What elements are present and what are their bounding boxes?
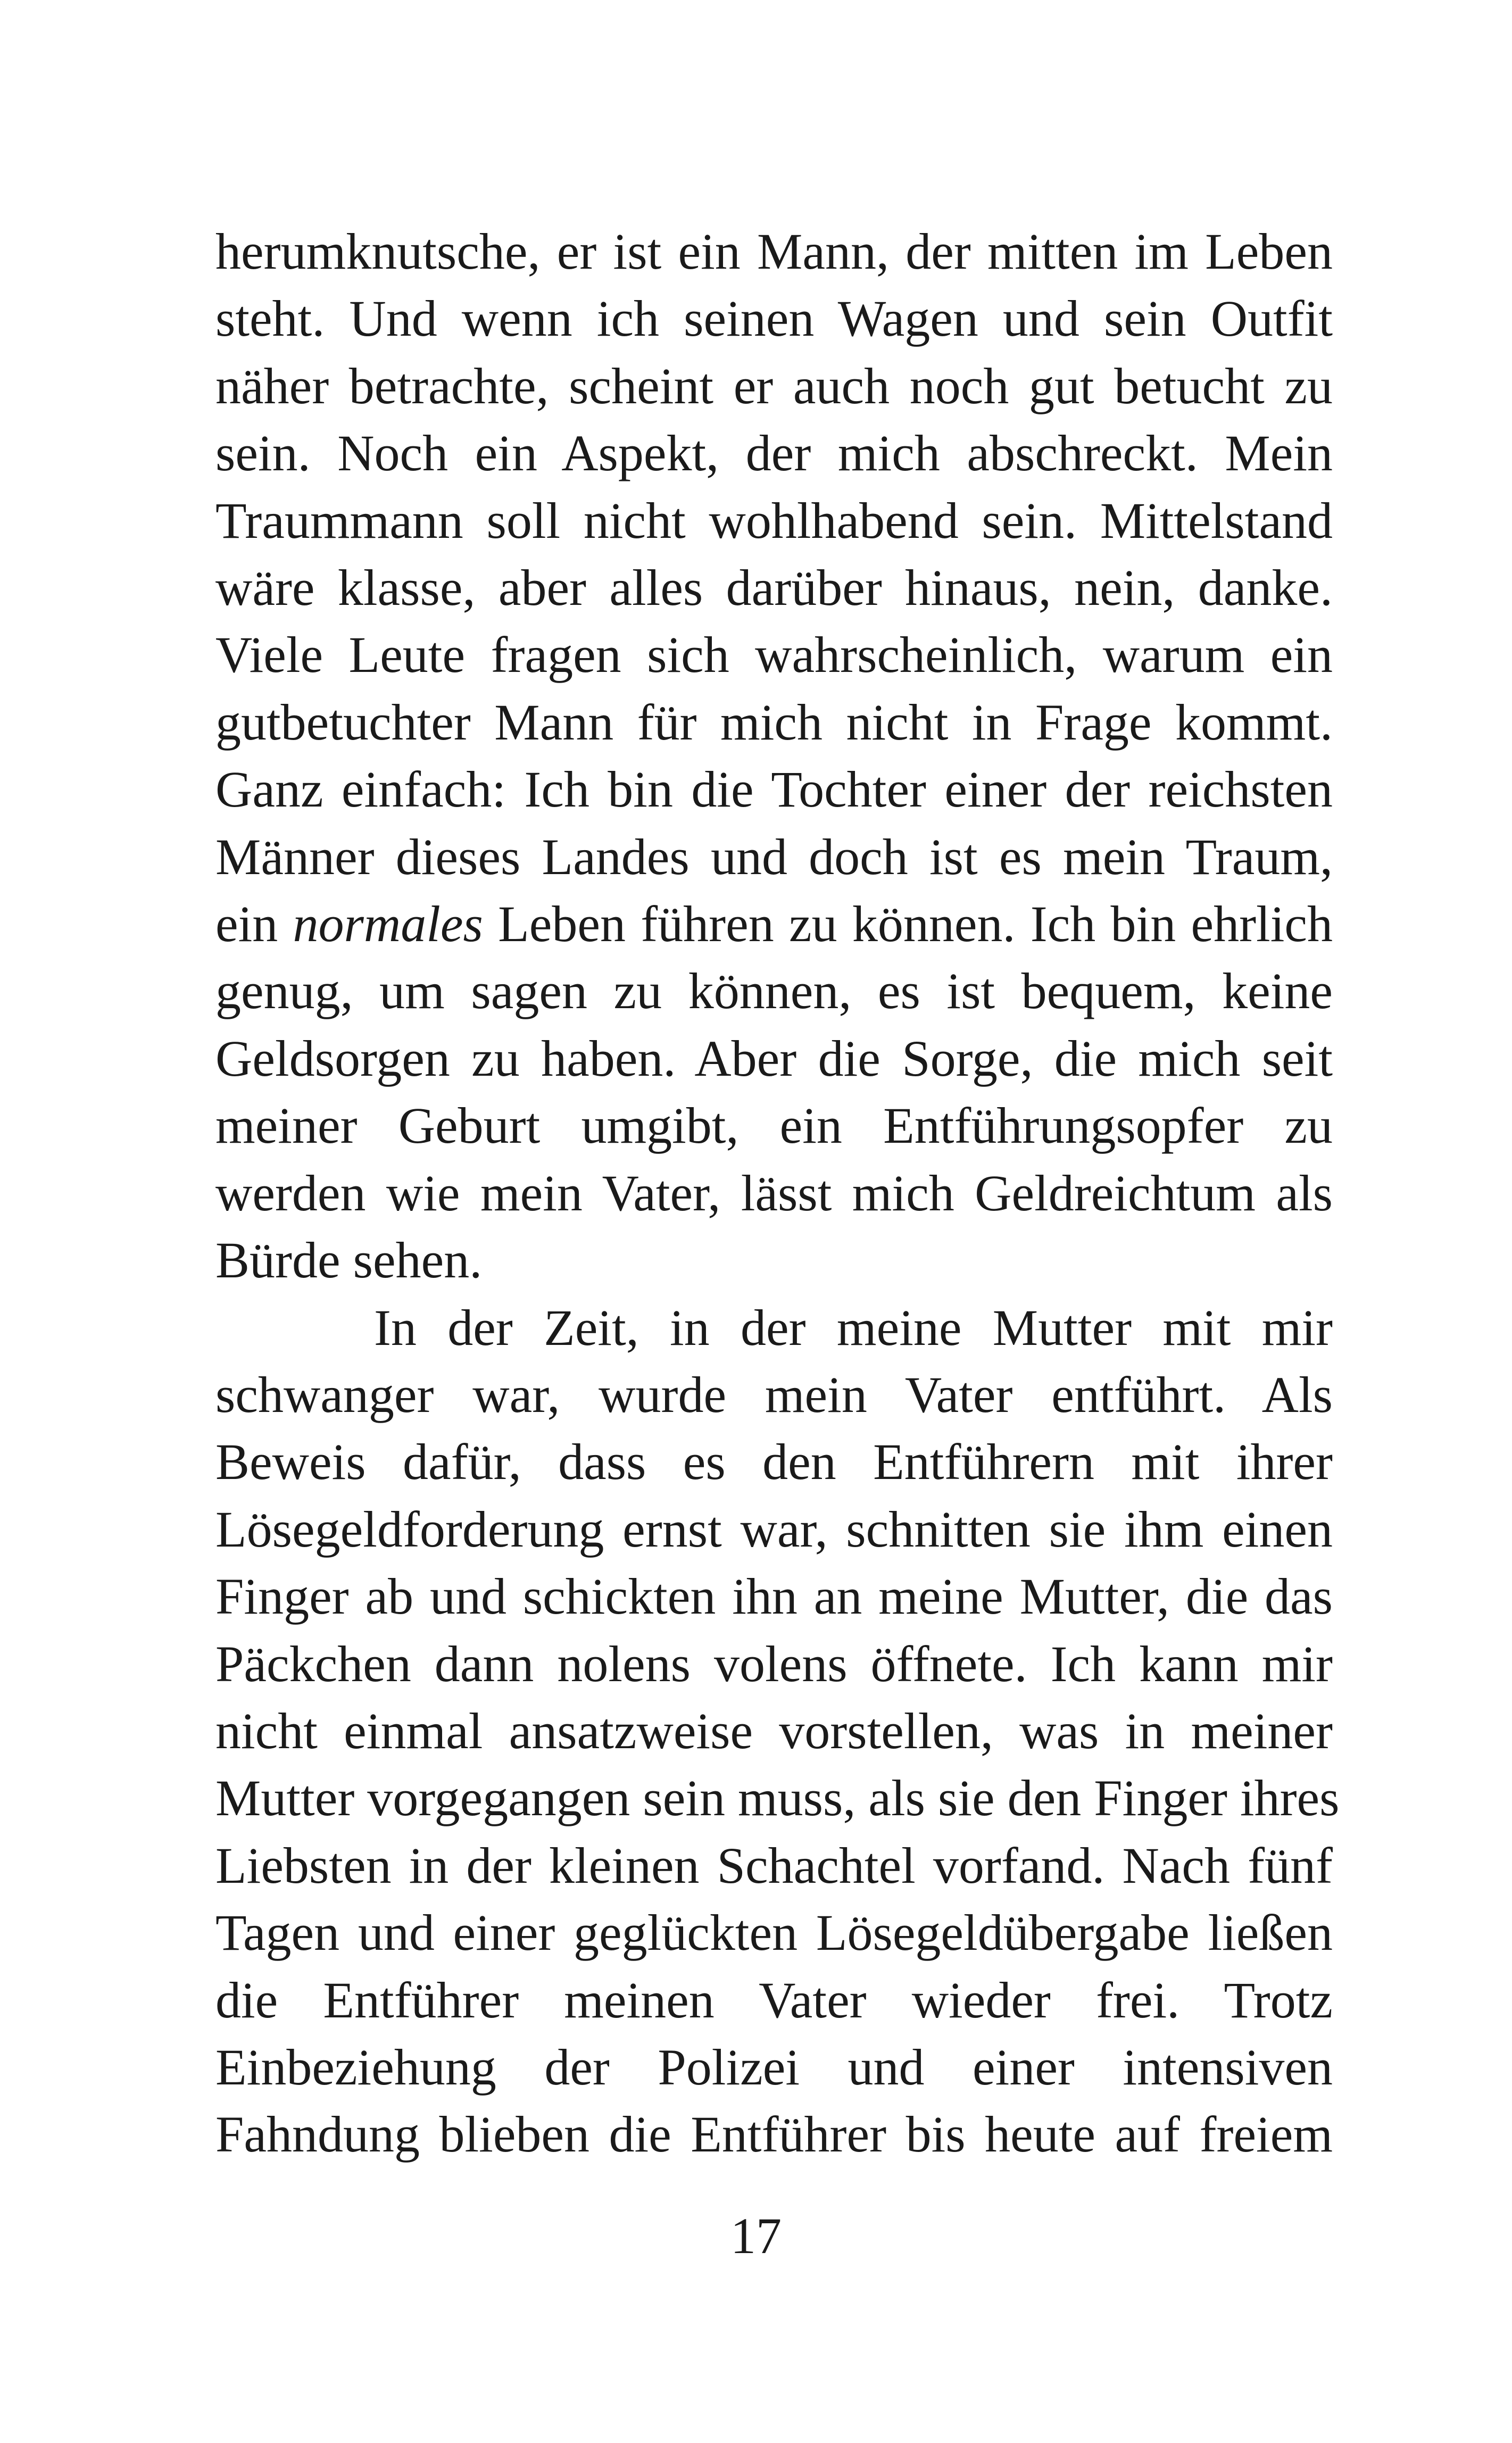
text-line: Beweis dafür, dass es den Entführern mit ihrer [215, 1433, 1333, 1491]
text-line: herumknutsche, er ist ein Mann, der mitten im Leben [215, 223, 1333, 280]
text-line: sein. Noch ein Aspekt, der mich abschreckt. Mein [215, 425, 1333, 482]
emphasized-word: normales [293, 895, 483, 953]
text-line: nicht einmal ansatzweise vorstellen, was in meiner [215, 1702, 1333, 1759]
text-line-indented: In der Zeit, in der meine Mutter mit mir [374, 1299, 1333, 1356]
paragraph-1 [215, 218, 1333, 1294]
text-line: Einbeziehung der Polizei und einer intensiven [215, 2038, 1333, 2096]
text-line: schwanger war, wurde mein Vater entführt. Als [215, 1366, 1333, 1423]
text-line: meiner Geburt umgibt, ein Entführungsopfer zu [215, 1097, 1333, 1154]
text-line: Tagen und einer geglückten Lösegeldübergabe ließen [215, 1904, 1333, 1962]
text-line: Geldsorgen zu haben. Aber die Sorge, die mich seit [215, 1029, 1333, 1087]
text-line: näher betrachte, scheint er auch noch gut betucht zu [215, 357, 1333, 414]
text-line: Liebsten in der kleinen Schachtel vorfand. Nach fünf [215, 1837, 1333, 1894]
text-line: Mutter vorgegangen sein muss, als sie den Finger ihres [215, 1769, 1340, 1827]
page-number: 17 [730, 2207, 782, 2264]
text-line: Finger ab und schickten ihn an meine Mutter, die das [215, 1568, 1333, 1625]
text-line: wäre klasse, aber alles darüber hinaus, nein, danke. [215, 559, 1333, 617]
text-line: Männer dieses Landes und doch ist es mein Traum, [215, 828, 1333, 885]
text-line: genug, um sagen zu können, es ist bequem, keine [215, 962, 1333, 1020]
text-line: gutbetuchter Mann für mich nicht in Frage kommt. [215, 693, 1333, 751]
text-line: Lösegeldforderung ernst war, schnitten sie ihm einen [215, 1500, 1333, 1558]
text-line: Päckchen dann nolens volens öffnete. Ich kann mir [215, 1635, 1333, 1692]
text-line: die Entführer meinen Vater wieder frei. Trotz [215, 1971, 1333, 2029]
paragraph-2 [215, 1294, 1340, 2168]
body-text [215, 218, 1340, 2168]
text-line: steht. Und wenn ich seinen Wagen und sein Outfit [215, 290, 1333, 347]
line-end: Leben führen zu können. Ich bin ehrlich [483, 895, 1333, 953]
text-line: Fahndung blieben die Entführer bis heute auf freiem [215, 2106, 1333, 2163]
text-line: Traummann soll nicht wohlhabend sein. Mittelstand [215, 492, 1333, 549]
text-line: Viele Leute fragen sich wahrscheinlich, warum ein [215, 626, 1333, 684]
text-line-last: Bürde sehen. [215, 1232, 483, 1289]
text-line: werden wie mein Vater, lässt mich Geldreichtum als [215, 1164, 1333, 1222]
line-start: ein [215, 895, 293, 953]
text-line-with-emphasis [215, 891, 1333, 958]
text-line: Ganz einfach: Ich bin die Tochter einer der reichsten [215, 761, 1333, 818]
